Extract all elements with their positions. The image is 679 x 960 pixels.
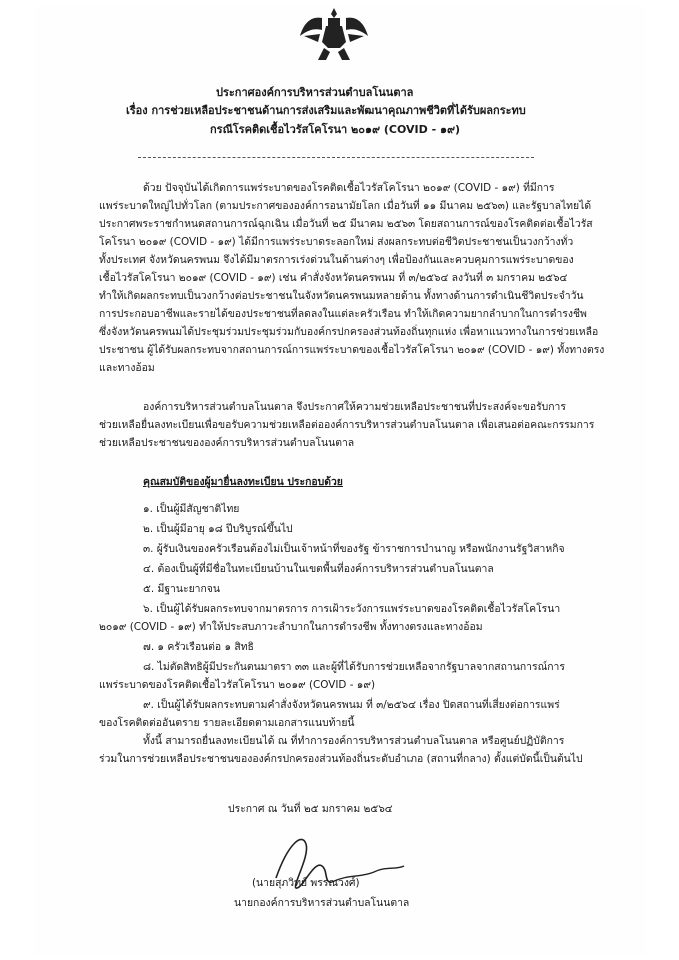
qualification-item: ๒. เป็นผู้มีอายุ ๑๘ ปีบริบูรณ์ขึ้นไป: [143, 523, 293, 535]
header-divider: [138, 157, 534, 158]
qualification-item: ๔. ต้องเป็นผู้ที่มีชื่อในทะเบียนบ้านในเขตพื้นที่องค์การบริหารส่วนตำบลโนนตาล: [143, 563, 494, 575]
qualification-item: ๓. ผู้รับเงินของครัวเรือนต้องไม่เป็นเจ้าหน้าที่ของรัฐ ข้าราชการบำนาญ หรือพนักงานรัฐวิสาหกิจ: [143, 543, 565, 555]
para2-line: ช่วยเหลือยื่นลงทะเบียนเพื่อขอรับความช่วยเหลือต่อองค์การบริหารส่วนตำบลโนนตาล เพื่อเสนอต่อคณะกรรมการ: [99, 419, 595, 431]
para1-line: ทั้งประเทศ จังหวัดนครพนม จึงได้มีมาตรการเร่งด่วนในด้านต่างๆ เพื่อป้องกันและควบคุมการแพร่ระบาดของ: [99, 254, 574, 266]
announcement-org-title: ประกาศองค์การบริหารส่วนตำบลโนนตาล: [216, 86, 414, 99]
qualifications-heading: คุณสมบัติของผู้มายื่นลงทะเบียน ประกอบด้วย: [143, 476, 343, 488]
para1-line: ทำให้เกิดผลกระทบเป็นวงกว้างต่อประชาชนในจังหวัดนครพนมหลายด้าน ทั้งทางด้านการดำเนินชีวิตประจำวัน: [99, 290, 584, 302]
announcement-date: ประกาศ ณ วันที่ ๒๕ มกราคม ๒๕๖๔: [228, 803, 393, 815]
qualification-item-cont: แพร่ระบาดของโรคติดเชื้อไวรัสโคโรนา ๒๐๑๙ (COVID - ๑๙): [99, 679, 376, 691]
para1-line: ด้วย ปัจจุบันได้เกิดการแพร่ระบาดของโรคติดเชื้อไวรัสโคโรนา ๒๐๑๙ (COVID - ๑๙) ที่มีการ: [143, 182, 555, 194]
qualification-item: ๕. มีฐานะยากจน: [143, 583, 220, 595]
para1-line: แพร่ระบาดใหญ่ไปทั่วโลก (ตามประกาศขององค์การอนามัยโลก เมื่อวันที่ ๑๑ มีนาคม ๒๕๖๓) และรัฐบาลไทยได้: [99, 200, 592, 212]
para2-line: ช่วยเหลือประชาชนขององค์การบริหารส่วนตำบลโนนตาล: [99, 437, 355, 449]
signer-title: นายกองค์การบริหารส่วนตำบลโนนตาล: [234, 897, 410, 909]
qualification-item: ๑. เป็นผู้มีสัญชาติไทย: [143, 503, 240, 515]
qualification-item: ๗. ๑ ครัวเรือนต่อ ๑ สิทธิ: [143, 641, 254, 653]
announcement-subject-line2: กรณีโรคติดเชื้อไวรัสโคโรนา ๒๐๑๙ (COVID - ๑๙): [210, 123, 461, 136]
announcement-subject-line1: เรื่อง การช่วยเหลือประชาชนด้านการส่งเสริมและพัฒนาคุณภาพชีวิตที่ได้รับผลกระทบ: [126, 104, 526, 117]
qualification-item: ๙. เป็นผู้ได้รับผลกระทบตามคำสั่งจังหวัดนครพนม ที่ ๓/๒๕๖๔ เรื่อง ปิดสถานที่เสี่ยงต่อการแพร่: [143, 699, 560, 711]
para1-line: เชื้อไวรัสโคโรนา ๒๐๑๙ (COVID - ๑๙) เช่น คำสั่งจังหวัดนครพนม ที่ ๓/๒๕๖๔ ลงวันที่ ๓ มกราคม ๒๕๖๔: [99, 272, 568, 284]
qualification-item: ๖. เป็นผู้ได้รับผลกระทบจากมาตรการ การเฝ้าระวังการแพร่ระบาดของโรคติดเชื้อไวรัสโคโรนา: [143, 603, 561, 615]
signer-name: (นายสุภวิทย์ พรรณวงศ์): [252, 877, 360, 889]
qualification-item: ๘. ไม่ตัดสิทธิผู้มีประกันตนมาตรา ๓๓ และผู้ที่ได้รับการช่วยเหลือจากรัฐบาลจากสถานการณ์การ: [143, 661, 565, 673]
para1-line: โคโรนา ๒๐๑๙ (COVID - ๑๙) ได้มีการแพร่ระบาดระลอกใหม่ ส่งผลกระทบต่อชีวิตประชาชนเป็นวงกว้างทั่ว: [99, 236, 574, 248]
para1-line: ประชาชน ผู้ได้รับผลกระทบจากสถานการณ์การแพร่ระบาดของเชื้อไวรัสโคโรนา ๒๐๑๙ (COVID - ๑๙) ทั้งทางตรง: [99, 344, 605, 356]
para1-line: ซึ่งจังหวัดนครพนมได้ประชุมร่วมประชุมร่วมกับองค์กรปกครองส่วนท้องถิ่นทุกแห่ง เพื่อหาแนวทางในการช่วยเหลือ: [99, 326, 599, 338]
para2-line: องค์การบริหารส่วนตำบลโนนตาล จึงประกาศให้ความช่วยเหลือประชาชนที่ประสงค์จะขอรับการ: [143, 401, 566, 413]
para1-line: และทางอ้อม: [99, 362, 155, 374]
para3-line: ร่วมในการช่วยเหลือประชาชนขององค์กรปกครองส่วนท้องถิ่นระดับอำเภอ (สถานที่กลาง) ตั้งแต่บัดนี้เป็นต้นไป: [99, 753, 583, 765]
para3-line: ทั้งนี้ สามารถยื่นลงทะเบียนได้ ณ ที่ทำการองค์การบริหารส่วนตำบลโนนตาล หรือศูนย์ปฏิบัติการ: [143, 735, 565, 747]
para1-line: การประกอบอาชีพและรายได้ของประชาชนที่ลดลงในแต่ละครัวเรือน ทำให้เกิดความยากลำบากในการดำรงชีพ: [99, 308, 587, 320]
garuda-emblem: [298, 6, 370, 62]
para1-line: ประกาศพระราชกำหนดสถานการณ์ฉุกเฉิน เมื่อวันที่ ๒๕ มีนาคม ๒๕๖๓ โดยสถานการณ์ของโรคติดต่อเชื้อไวรัส: [99, 218, 593, 230]
qualification-item-cont: ของโรคติดต่ออันตราย รายละเอียดตามเอกสารแนบท้ายนี้: [99, 717, 355, 729]
qualification-item-cont: ๒๐๑๙ (COVID - ๑๙) ทำให้ประสบภาวะลำบากในการดำรงชีพ ทั้งทางตรงและทางอ้อม: [99, 621, 483, 633]
